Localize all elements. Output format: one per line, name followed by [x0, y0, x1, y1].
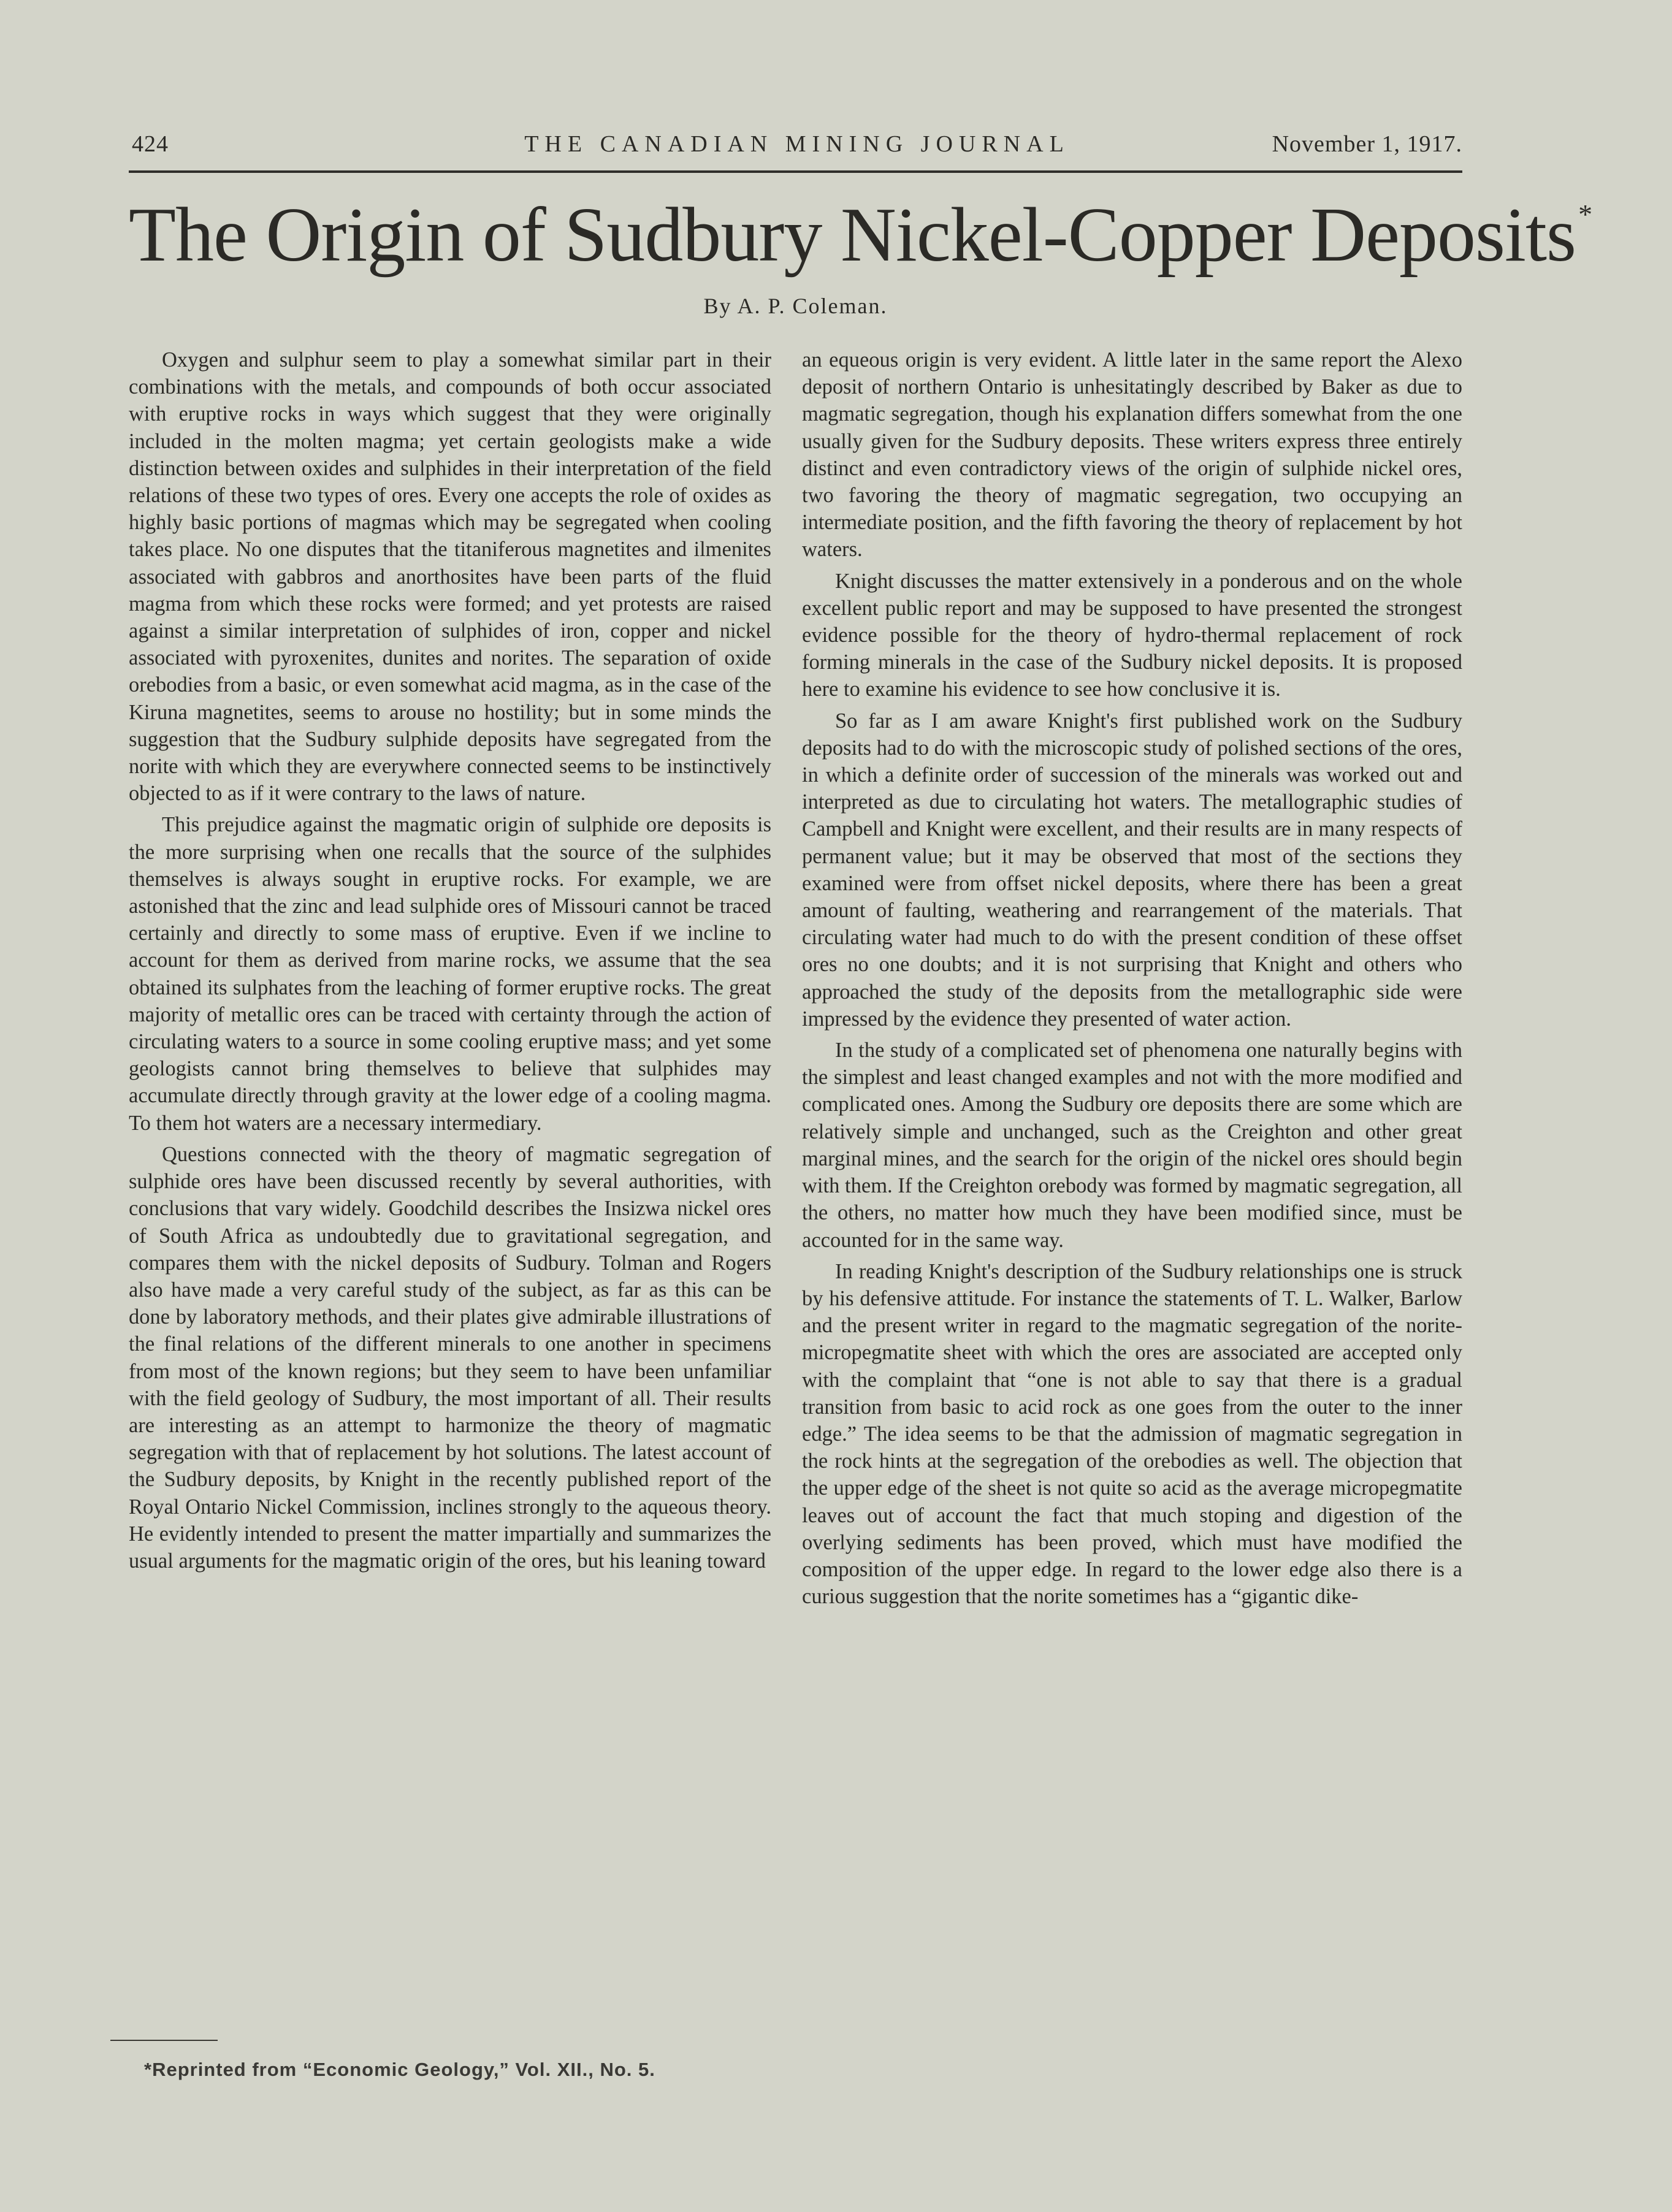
paragraph: This prejudice against the magmatic origin of sulphide ore deposits is the more surprising when one recalls that the source of the sulphides themselves is always sought in eruptive rocks. For example, we are astonished that the zinc and lead sulphide ores of Missouri cannot be traced certainly and directly to some mass of eruptive. Even if we incline to account for them as derived from marine rocks, we assume that the sea obtained its sulphates from the leaching of former eruptive rocks. The great majority of metallic ores can be traced with certainty through the action of circulating waters to a source in some cooling eruptive mass; and yet some geologists cannot bring themselves to believe that sulphides may accumulate directly through gravity at the lower edge of a cooling magma. To them hot waters are a necessary intermediary. [129, 813, 771, 1135]
footnote: *Reprinted from “Economic Geology,” Vol. XII., No. 5. [144, 2059, 655, 2080]
journal-name: THE CANADIAN MINING JOURNAL [524, 131, 1070, 157]
footnote-rule [110, 2040, 218, 2041]
page-header [132, 126, 1462, 169]
right-column [802, 346, 1462, 1614]
paragraph: In the study of a complicated set of phenomena one naturally begins with the simplest and least changed examples and not with the more modified and complicated ones. Among the Sudbury ore deposits there are some which are relatively simple and unchanged, such as the Creighton and other great marginal mines, and the search for the origin of the nickel ores should begin with them. If the Creighton orebody was formed by magmatic segregation, all the others, no matter how much they have been modified since, must be accounted for in the same way. [802, 1039, 1462, 1252]
issue-date: November 1, 1917. [1272, 131, 1462, 157]
left-column [129, 346, 771, 1579]
title-footnote-mark: * [1578, 199, 1592, 230]
page-number: 424 [132, 131, 169, 157]
paragraph: So far as I am aware Knight's first published work on the Sudbury deposits had to do with the microscopic study of polished sections of the ores, in which a definite order of succession of the minerals was worked out and interpreted as due to circulating hot waters. The metallographic studies of Campbell and Knight were excellent, and their results are in many respects of permanent value; but it may be observed that most of the sections they examined were from offset nickel deposits, where there has been a great amount of faulting, weathering and rearrangement of the materials. That circulating water had much to do with the present condition of these offset ores no one doubts; and it is not surprising that Knight and others who approached the study of the deposits from the metallographic side were impressed by the evidence they presented of water action. [802, 709, 1462, 1031]
paragraph: Questions connected with the theory of magmatic segregation of sulphide ores have been discussed recently by several authorities, with conclusions that vary widely. Goodchild describes the Insizwa nickel ores of South Africa as undoubtedly due to gravitational segregation, and compares them with the nickel deposits of Sudbury. Tolman and Rogers also have made a very careful study of the subject, as far as this can be done by laboratory methods, and their plates give admirable illustrations of the final relations of the different minerals to one another in specimens from most of the known regions; but they seem to have been unfamiliar with the field geology of Sudbury, the most important of all. Their results are interesting as an attempt to harmonize the theory of magmatic segregation with that of replacement by hot solutions. The latest account of the Sudbury deposits, by Knight in the recently published report of the Royal Ontario Nickel Commission, inclines strongly to the aqueous theory. He evidently intended to present the matter impartially and summarizes the usual arguments for the magmatic origin of the ores, but his leaning toward [129, 1142, 771, 1573]
paragraph: an equeous origin is very evident. A little later in the same report the Alexo deposit of northern Ontario is unhesitatingly described by Baker as due to magmatic segregation, though his explanation differs somewhat from the one usually given for the Sudbury deposits. These writers express three entirely distinct and even contradictory views of the origin of sulphide nickel ores, two favoring the theory of magmatic segregation, two occupying an intermediate position, and the fifth favoring the theory of replacement by hot waters. [802, 348, 1462, 562]
paragraph: In reading Knight's description of the Sudbury relationships one is struck by his defensive attitude. For instance the statements of T. L. Walker, Barlow and the present writer in regard to the magmatic segregation of the norite-micropegmatite sheet with which the ores are associated are accepted only with the complaint that “one is not able to say that there is a gradual transition from basic to acid rock as one goes from the outer to the inner edge.” The idea seems to be that the admission of magmatic segregation in the rock hints at the segregation of the orebodies as well. The objection that the upper edge of the sheet is not quite so acid as the average micropegmatite leaves out of account the fact that much stoping and digestion of the overlying sediments has been proved, which must have modified the composition of the upper edge. In regard to the lower edge also there is a curious suggestion that the norite sometimes has a “gigantic dike- [802, 1259, 1462, 1609]
article-title [129, 193, 1592, 278]
paragraph: Knight discusses the matter extensively in a ponderous and on the whole excellent public report and may be supposed to have presented the strongest evidence possible for the theory of hydro-thermal replacement of rock forming minerals in the case of the Sudbury nickel deposits. It is proposed here to examine his evidence to see how conclusive it is. [802, 569, 1462, 701]
article-byline: By A. P. Coleman. [703, 294, 888, 318]
header-rule [129, 170, 1462, 173]
article-title-text: The Origin of Sudbury Nickel-Copper Deposits [129, 193, 1576, 278]
paragraph: Oxygen and sulphur seem to play a somewhat similar part in their combinations with the metals, and compounds of both occur associated with eruptive rocks in ways which suggest that they were originally included in the molten magma; yet certain geologists make a wide distinction between oxides and sulphides in their interpretation of the field relations of these two types of ores. Every one accepts the role of oxides as highly basic portions of magmas which may be segregated when cooling takes place. No one disputes that the titaniferous magnetites and ilmenites associated with gabbros and anorthosites have been parts of the fluid magma from which these rocks were formed; and yet protests are raised against a similar interpretation of sulphides of iron, copper and nickel associated with pyroxenites, dunites and norites. The separation of oxide orebodies from a basic, or even somewhat acid magma, as in the case of the Kiruna magnetites, seems to arouse no hostility; but in some minds the suggestion that the Sudbury sulphide deposits have segregated from the norite with which they are everywhere connected seems to be instinctively objected to as if it were contrary to the laws of nature. [129, 348, 771, 806]
